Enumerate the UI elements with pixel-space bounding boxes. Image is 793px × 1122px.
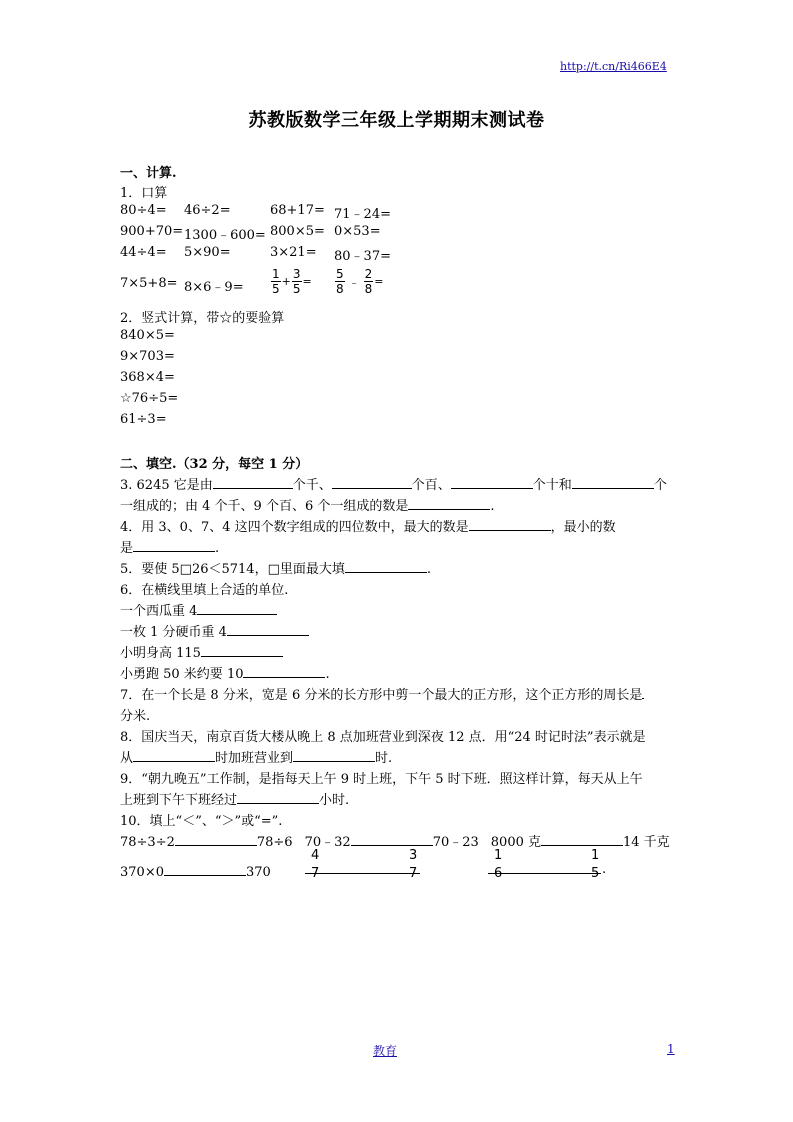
calc-r1-c4: 71﹣24= xyxy=(334,207,391,222)
answer-blank[interactable] xyxy=(197,601,277,615)
q2-item: 9×703= xyxy=(120,349,175,364)
q10-end: . xyxy=(602,862,607,877)
q9-text: 小时. xyxy=(319,793,350,808)
q2-item: 840×5= xyxy=(120,328,175,343)
q8-line1: 8．国庆当天，南京百货大楼从晚上 8 点加班营业到深夜 12 点．用“24 时记时法”表示就是 xyxy=(120,730,646,745)
q8-text: 时加班营业到 xyxy=(215,751,294,766)
answer-blank[interactable] xyxy=(133,538,215,552)
frac-den: 8 xyxy=(364,282,373,296)
calc-r2-c1: 900+70= xyxy=(120,224,184,239)
answer-blank[interactable] xyxy=(213,475,293,489)
q1-label: 1．口算 xyxy=(120,186,168,201)
answer-blank[interactable] xyxy=(541,832,623,846)
q7-line1 xyxy=(120,684,644,703)
q3-text: 个 xyxy=(653,478,667,493)
answer-blank[interactable] xyxy=(227,622,309,636)
calc-r2-c4: 0×53= xyxy=(334,224,381,239)
q4-line1 xyxy=(120,516,616,535)
calc-r4-c1: 7×5+8= xyxy=(120,276,178,291)
q10-text: 70﹣32 xyxy=(304,835,351,850)
fraction-3-5 xyxy=(292,267,302,296)
frac-3-7-num: 3 xyxy=(409,848,418,863)
frac-den: 5 xyxy=(292,282,301,296)
frac-num: 2 xyxy=(364,267,373,281)
frac-1-6-num: 1 xyxy=(494,848,503,863)
q10-label: 10．填上“＜”、“＞”或“=”. xyxy=(120,814,283,829)
q10-text: 8000 克 xyxy=(490,835,541,850)
calc-r3-c1: 44÷4= xyxy=(120,245,167,260)
q9-line2 xyxy=(120,789,349,808)
q6-text: 小勇跑 50 米约要 10 xyxy=(120,667,244,682)
page-title: 苏教版数学三年级上学期期末测试卷 xyxy=(248,110,545,131)
answer-blank[interactable] xyxy=(642,685,644,699)
calc-r2-c2: 1300﹣600= xyxy=(184,228,266,243)
calc-r1-c3: 68+17= xyxy=(270,203,325,218)
footer-link[interactable]: 教育 xyxy=(373,1044,398,1058)
minus-sign: ﹣ xyxy=(348,275,360,289)
answer-blank[interactable] xyxy=(332,475,412,489)
calc-r2-c3: 800×5= xyxy=(270,224,325,239)
calc-r4-c4 xyxy=(334,267,384,296)
frac-num: 5 xyxy=(336,267,344,281)
answer-blank[interactable] xyxy=(345,559,427,573)
q10-row2 xyxy=(120,862,271,880)
frac-1-5-num: 1 xyxy=(591,848,600,863)
q2-label: 2．竖式计算，带☆的要验算 xyxy=(120,311,285,326)
calc-r3-c4: 80﹣37= xyxy=(334,249,391,264)
answer-line[interactable] xyxy=(305,873,420,874)
q2-item: ☆76÷5= xyxy=(120,391,179,406)
q8-line2 xyxy=(120,747,392,766)
q6-text: 一个西瓜重 4 xyxy=(120,604,198,619)
q6-text: 小明身高 115 xyxy=(120,646,201,661)
fraction-5-8 xyxy=(335,267,345,296)
q3-text: 个十和 xyxy=(532,478,572,493)
calc-r4-c2: 8×6﹣9= xyxy=(184,280,244,295)
answer-blank[interactable] xyxy=(175,832,257,846)
answer-line[interactable] xyxy=(488,873,601,874)
answer-blank[interactable] xyxy=(451,475,533,489)
q10-text: 78÷6 xyxy=(256,835,293,850)
answer-blank[interactable] xyxy=(237,790,319,804)
answer-blank[interactable] xyxy=(164,862,246,876)
page-number: 1 xyxy=(667,1042,675,1056)
calc-r1-c2: 46÷2= xyxy=(184,203,231,218)
frac-num: 3 xyxy=(292,267,301,281)
q9-line1: 9．“朝九晚五”工作制，是指每天上午 9 时上班，下午 5 时下班．照这样计算，每天从上午 xyxy=(120,772,643,787)
q3-text: 一组成的；由 4 个千、9 个百、6 个一组成的数是 xyxy=(120,499,409,514)
q4-line2 xyxy=(120,537,219,556)
equals-sign: = xyxy=(302,275,312,288)
q3-text: 个百、 xyxy=(411,478,451,493)
calc-r3-c3: 3×21= xyxy=(270,245,317,260)
answer-blank[interactable] xyxy=(133,748,215,762)
q8-text: 从 xyxy=(120,751,134,766)
frac-den: 5 xyxy=(272,282,280,296)
q6-item xyxy=(120,621,309,640)
q5-text: . xyxy=(426,562,432,577)
q2-item: 368×4= xyxy=(120,370,175,385)
q6-text: 一枚 1 分硬币重 4 xyxy=(120,625,227,640)
q3-line2 xyxy=(120,495,494,514)
q9-text: 上班到下午下班经过 xyxy=(120,793,238,808)
q4-text: . xyxy=(215,541,220,556)
calc-r4-c3 xyxy=(270,267,312,296)
q2-item: 61÷3= xyxy=(120,412,167,427)
frac-4-7-num: 4 xyxy=(311,848,320,863)
q6-item xyxy=(120,642,283,661)
q4-text: 是 xyxy=(120,541,134,556)
q3-text: . xyxy=(490,499,495,514)
answer-blank[interactable] xyxy=(243,664,325,678)
q6-item xyxy=(120,600,277,619)
header-link[interactable]: http://t.cn/Ri466E4 xyxy=(560,60,667,73)
calc-r3-c2: 5×90= xyxy=(184,245,231,260)
plus-sign: + xyxy=(281,275,291,288)
q6-item xyxy=(120,663,330,682)
q5-line xyxy=(120,558,431,577)
q8-text: 时. xyxy=(375,751,393,766)
q10-text: 370×0 xyxy=(120,865,164,880)
q10-text: 70﹣23 xyxy=(432,835,479,850)
answer-blank[interactable] xyxy=(469,517,551,531)
frac-num: 1 xyxy=(272,267,280,281)
q3-line1 xyxy=(120,474,667,493)
answer-blank[interactable] xyxy=(408,496,490,510)
calc-r1-c1: 80÷4= xyxy=(120,203,167,218)
q4-text: ，最小的数 xyxy=(550,520,616,535)
q10-row1 xyxy=(120,831,670,850)
q6-end: . xyxy=(325,667,330,682)
answer-blank[interactable] xyxy=(572,475,654,489)
q3-text: 3. 6245 它是由 xyxy=(120,478,213,493)
answer-blank[interactable] xyxy=(293,748,375,762)
q5-text: 5．要使 5□26＜5714，□里面最大填 xyxy=(120,562,345,577)
q7-text: 7．在一个长是 8 分米，宽是 6 分米的长方形中剪一个最大的正方形，这个正方形的周长是 xyxy=(120,688,643,703)
fraction-1-5 xyxy=(271,267,281,296)
frac-den: 8 xyxy=(336,282,344,296)
section2-heading: 二、填空.（32 分，每空 1 分） xyxy=(120,457,309,472)
section1-heading: 一、计算. xyxy=(120,166,177,181)
answer-blank[interactable] xyxy=(201,643,283,657)
q10-text: 370 xyxy=(245,865,271,880)
q6-label: 6．在横线里填上合适的单位. xyxy=(120,583,289,598)
q4-text: 4．用 3、0、7、4 这四个数字组成的四位数中，最大的数是 xyxy=(120,520,469,535)
equals-sign: = xyxy=(374,275,384,288)
q10-text: 14 千克 xyxy=(623,835,670,850)
answer-blank[interactable] xyxy=(351,832,433,846)
q3-text: 个千、 xyxy=(292,478,332,493)
q10-text: 78÷3÷2 xyxy=(120,835,175,850)
fraction-2-8 xyxy=(364,267,374,296)
q7-line2: 分米. xyxy=(120,709,151,724)
